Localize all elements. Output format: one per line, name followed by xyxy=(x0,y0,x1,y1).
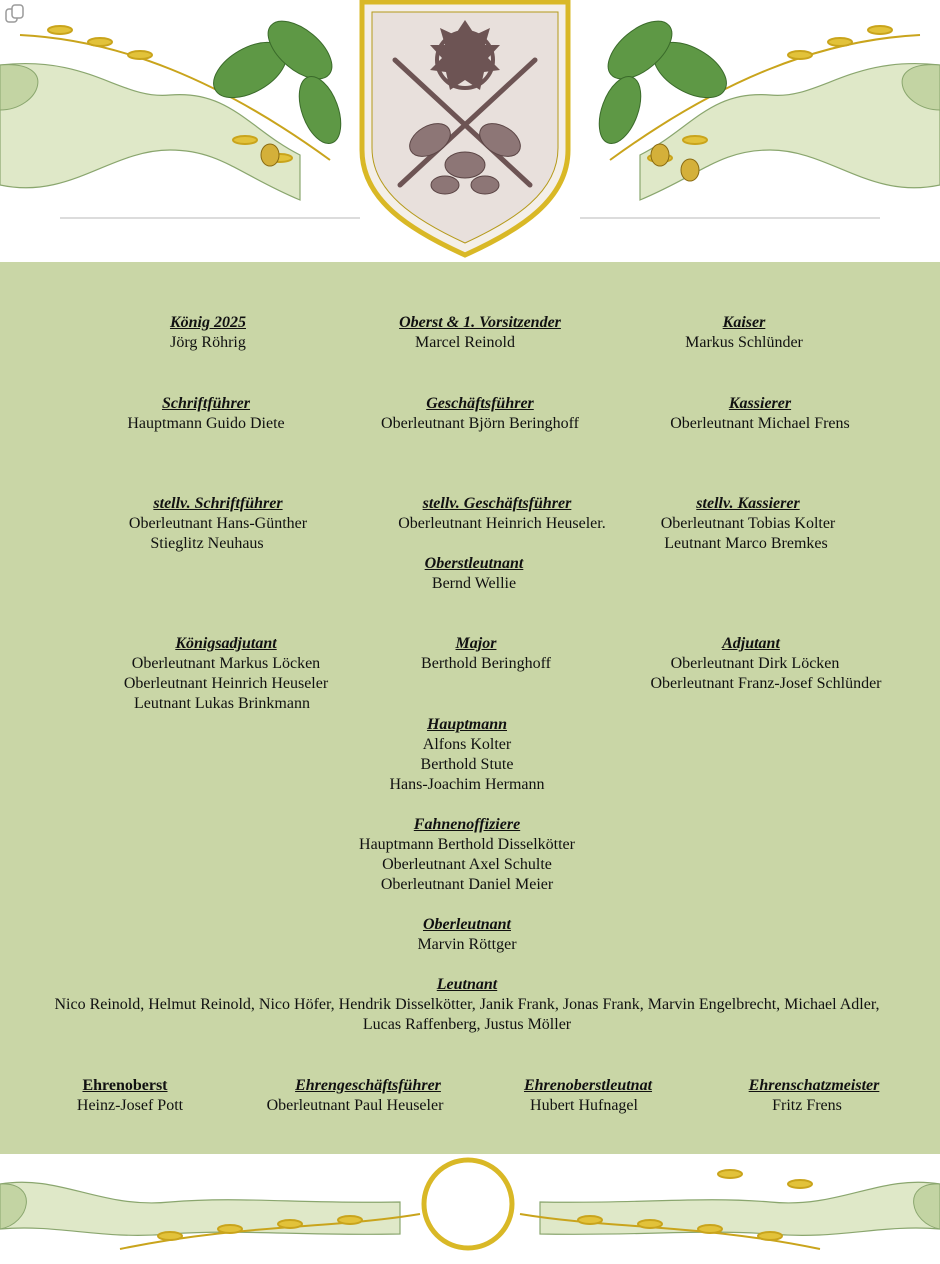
role-title: stellv. Geschäftsführer xyxy=(422,495,572,512)
role-name: Oberleutnant Axel Schulte xyxy=(382,856,552,873)
role-name: Oberleutnant Michael Frens xyxy=(670,415,850,432)
role-title: Ehrenoberst xyxy=(82,1077,168,1094)
role-koenig xyxy=(108,313,308,353)
role-title: Ehrenoberstleutnat xyxy=(523,1077,653,1094)
role-kaiser xyxy=(644,313,844,353)
role-name: Nico Reinold, Helmut Reinold, Nico Höfer, Hendrik Disselkötter, Janik Frank, Jonas Frank, Marvin Engelbrecht, Michael Adler, xyxy=(54,996,880,1013)
role-name: Hauptmann Guido Diete xyxy=(127,415,285,432)
role-name: Stieglitz Neuhaus xyxy=(150,535,264,552)
role-name: Heinz-Josef Pott xyxy=(76,1097,184,1114)
role-title: Adjutant xyxy=(722,635,780,652)
laurel-banner-with-ring xyxy=(0,1154,940,1259)
role-title: König 2025 xyxy=(169,314,246,331)
role-title: Oberstleutnant xyxy=(424,555,524,572)
footer-ribbon-right xyxy=(540,1182,940,1235)
role-name: Leutnant Lukas Brinkmann xyxy=(134,695,310,712)
role-name: Markus Schlünder xyxy=(685,334,803,351)
role-title: Hauptmann xyxy=(426,716,508,733)
role-title: Oberleutnant xyxy=(422,916,511,933)
role-oberst xyxy=(360,313,600,353)
role-name: Oberleutnant Paul Heuseler xyxy=(266,1097,444,1114)
role-ehrengeschaeftsfuehrer xyxy=(254,1076,474,1116)
role-ehrenoberstleutnant xyxy=(498,1076,678,1116)
role-name: Oberleutnant Franz-Josef Schlünder xyxy=(650,675,882,692)
role-stv-schriftfuehrer xyxy=(108,494,328,554)
role-stv-kassierer xyxy=(648,494,848,554)
role-oberleutnant xyxy=(367,915,567,955)
role-ehrenoberst xyxy=(40,1076,220,1116)
role-name: Bernd Wellie xyxy=(431,575,517,592)
role-title: stellv. Kassierer xyxy=(696,495,800,512)
role-name: Oberleutnant Tobias Kolter xyxy=(660,515,836,532)
role-name: Hauptmann Berthold Disselkötter xyxy=(359,836,575,853)
role-title: Kaiser xyxy=(722,314,766,331)
crest-artwork xyxy=(0,0,940,262)
role-name: Marvin Röttger xyxy=(417,936,517,953)
role-title: Fahnenoffiziere xyxy=(413,816,521,833)
role-title: Kassierer xyxy=(728,395,792,412)
footer-ribbon-left xyxy=(0,1182,400,1235)
role-name: Berthold Stute xyxy=(420,756,514,773)
role-name: Oberleutnant Dirk Löcken xyxy=(670,655,840,672)
role-name: Lucas Raffenberg, Justus Möller xyxy=(362,1016,572,1033)
role-name: Berthold Beringhoff xyxy=(421,655,551,672)
role-title: Leutnant xyxy=(436,976,498,993)
role-name: Leutnant Marco Bremkes xyxy=(664,535,828,552)
role-title: Oberst & 1. Vorsitzender xyxy=(399,314,561,331)
role-fahnenoffiziere xyxy=(336,815,598,895)
role-title: Ehrengeschäftsführer xyxy=(295,1077,441,1094)
role-name: Jörg Röhrig xyxy=(170,334,246,351)
footer-banner xyxy=(0,1154,940,1259)
role-name: Oberleutnant Heinrich Heuseler. xyxy=(398,515,606,532)
role-geschaeftsfuehrer xyxy=(355,394,605,434)
role-kassierer xyxy=(640,394,880,434)
role-title: Königsadjutant xyxy=(175,635,277,652)
role-title: Major xyxy=(455,635,497,652)
footer-ring xyxy=(424,1160,512,1248)
role-name: Oberleutnant Markus Löcken xyxy=(131,655,321,672)
role-ehrenschatzmeister xyxy=(714,1076,914,1116)
header-banner xyxy=(0,0,940,262)
role-name: Oberleutnant Björn Beringhoff xyxy=(381,415,579,432)
tab-icon[interactable] xyxy=(4,3,26,25)
role-oberstleutnant xyxy=(374,554,574,594)
role-schriftfuehrer xyxy=(96,394,316,434)
role-name: Alfons Kolter xyxy=(422,736,512,753)
role-title: Schriftführer xyxy=(161,395,251,412)
role-name: Oberleutnant Heinrich Heuseler xyxy=(123,675,329,692)
role-name: Fritz Frens xyxy=(772,1097,842,1114)
role-title: Ehrenschatzmeister xyxy=(748,1077,880,1094)
role-koenigsadjutant xyxy=(106,634,346,714)
role-leutnant xyxy=(0,975,934,1035)
role-adjutant xyxy=(636,634,896,694)
role-hauptmann xyxy=(357,715,577,795)
role-name: Marcel Reinold xyxy=(415,334,515,351)
role-major xyxy=(386,634,586,674)
role-title: Geschäftsführer xyxy=(426,395,534,412)
role-name: Hans-Joachim Hermann xyxy=(389,776,545,793)
role-name: Hubert Hufnagel xyxy=(530,1097,638,1114)
role-title: stellv. Schriftführer xyxy=(153,495,283,512)
role-name: Oberleutnant Daniel Meier xyxy=(380,876,554,893)
role-name: Oberleutnant Hans-Günther xyxy=(128,515,308,532)
role-stv-geschaeftsfuehrer xyxy=(372,494,632,534)
